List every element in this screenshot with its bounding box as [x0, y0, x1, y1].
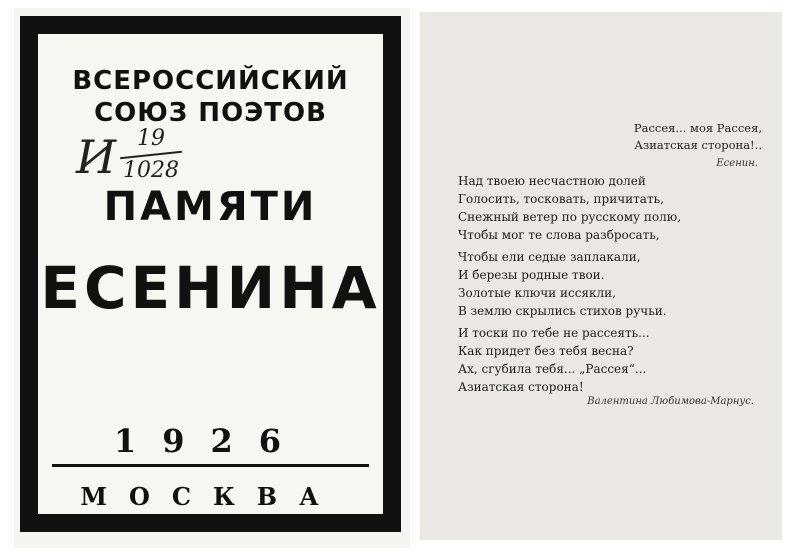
poem-line: Голосить, тосковать, причитать,: [458, 192, 664, 206]
poem-page: [420, 12, 782, 540]
library-stamp-letter: И: [76, 130, 117, 184]
cover-page: [14, 8, 410, 548]
poem-line: Снежный ветер по русскому полю,: [458, 210, 682, 224]
poem-line: И тоски по тебе не рассеять...: [458, 326, 650, 340]
publication-year: 1926: [113, 422, 308, 460]
stamp-top-number: 19: [137, 126, 165, 151]
poem-line: В землю скрылись стихов ручьи.: [458, 304, 667, 318]
poem-line: Чтобы ели седые заплакали,: [458, 250, 641, 264]
epigraph-line: Рассея... моя Рассея,: [633, 121, 762, 135]
title-line-2: ЕСЕНИНА: [40, 254, 381, 322]
stanza-3: [458, 324, 650, 396]
cover-black-frame: [20, 16, 401, 532]
cover-divider: [52, 464, 369, 467]
publication-city: МОСКВА: [80, 482, 341, 511]
poem-line: Над твоею несчастною долей: [458, 174, 646, 188]
epigraph-line: Азиатская сторона!..: [634, 138, 762, 152]
poem-line: Как придет без тебя весна?: [458, 344, 634, 358]
poem-line: Чтобы мог те слова разбросать,: [458, 228, 660, 242]
poem-line: Золотые ключи иссякли,: [458, 286, 616, 300]
poem-line: Ах, сгубила тебя... „Рассея“...: [458, 362, 647, 376]
library-stamp-number: [120, 126, 182, 184]
poem-line: И березы родные твои.: [458, 268, 605, 282]
title-line-1: ПАМЯТИ: [103, 184, 318, 230]
stanza-1: [458, 172, 681, 244]
stamp-bottom-number: 1028: [123, 158, 179, 183]
epigraph: [634, 120, 762, 154]
publisher-line-1: ВСЕРОССИЙСКИЙ: [72, 66, 349, 96]
publisher-line-2: СОЮЗ ПОЭТОВ: [94, 98, 327, 128]
poem-line: Азиатская сторона!: [458, 380, 584, 394]
epigraph-author: Есенин.: [716, 158, 758, 169]
poem-signature: Валентина Любимова-Марнус.: [587, 396, 754, 407]
stanza-2: [458, 248, 667, 320]
